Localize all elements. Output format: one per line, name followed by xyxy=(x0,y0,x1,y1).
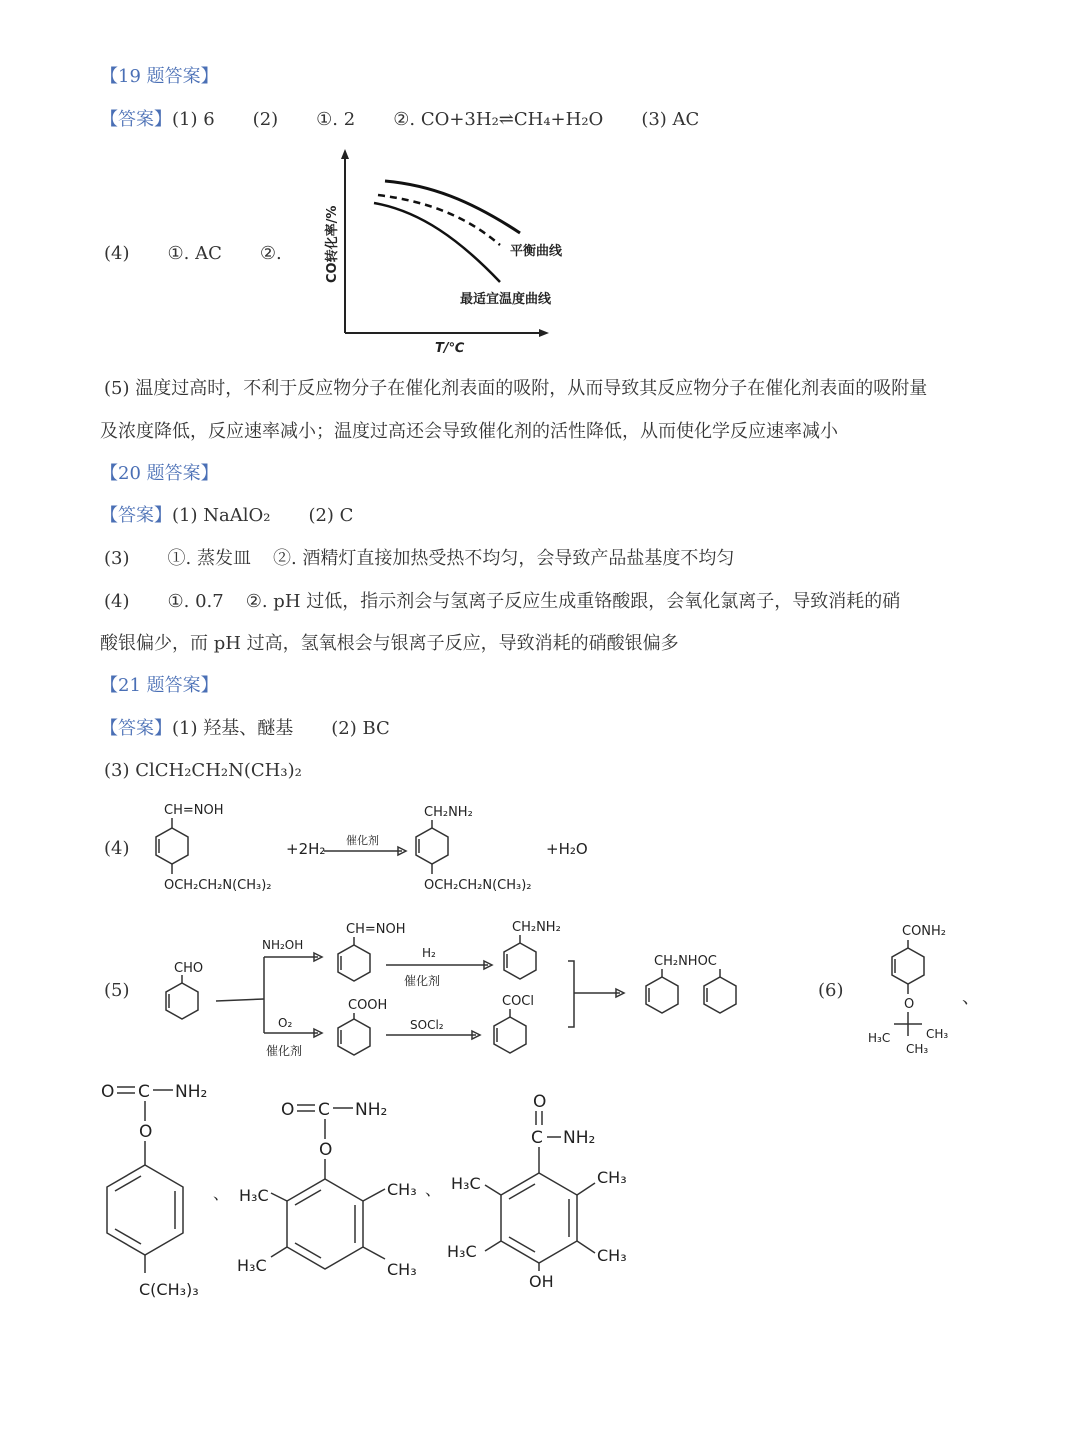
q20-part4-a: ①. 0.7 xyxy=(167,591,224,612)
q19-part4-a: ①. AC xyxy=(167,243,222,264)
benzene-ring xyxy=(501,1173,577,1263)
water-product: +H₂O xyxy=(546,840,588,858)
q19-heading: 【19 题答案】 xyxy=(100,66,219,87)
benzene-ring xyxy=(338,1019,370,1055)
methyl-top-left: H₃C xyxy=(451,1174,481,1193)
benzene-ring xyxy=(107,1165,183,1255)
q19-part1: (1) 6 xyxy=(172,109,215,130)
co-conversion-chart xyxy=(310,145,600,360)
separator: 、 xyxy=(213,1184,230,1203)
q19-part5-line2: 及浓度降低，反应速率减小；温度过高还会导致催化剂的活性降低，从而使化学反应速率减小 xyxy=(100,421,838,442)
amide-group: CONH₂ xyxy=(902,924,947,939)
carbonyl-oxygen: O xyxy=(533,1092,547,1112)
carbonyl-oxygen: O xyxy=(101,1082,115,1102)
q20-heading: 【20 题答案】 xyxy=(100,463,219,484)
y-axis-arrow xyxy=(341,149,349,159)
carbonyl-carbon: C xyxy=(318,1100,330,1120)
q20-part4-line xyxy=(104,589,900,615)
catalyst-label: 催化剂 xyxy=(346,834,379,847)
oxygen-reagent: O₂ xyxy=(278,1016,293,1030)
thionyl-chloride-reagent: SOCl₂ xyxy=(410,1018,444,1032)
ester-oxygen: O xyxy=(139,1122,153,1142)
x-axis-arrow xyxy=(539,329,549,337)
q19-part4: (4) xyxy=(104,243,130,264)
optimal-curve-label: 最适宜温度曲线 xyxy=(460,292,552,307)
product-bottom-group: OCH₂CH₂N(CH₃)₂ xyxy=(424,878,532,893)
q19-part4-line xyxy=(104,241,282,267)
benzene-ring xyxy=(892,948,924,984)
q19-part4-b: ②. xyxy=(259,243,282,264)
benzene-ring xyxy=(416,828,448,864)
q21-part6-more-structures xyxy=(95,1075,995,1305)
q21-part4-label: (4) xyxy=(104,838,130,859)
hydroxyl-group: OH xyxy=(529,1272,554,1291)
reactant-top-group: CH=NOH xyxy=(164,803,224,818)
q19-part2-b-label: ②. xyxy=(393,109,416,130)
methyl-right: CH₃ xyxy=(926,1027,949,1041)
benzene-ring xyxy=(504,943,536,979)
catalyst-label: 催化剂 xyxy=(404,974,441,988)
q21-part4-reaction xyxy=(140,800,620,895)
q21-part3: (3) ClCH₂CH₂N(CH₃)₂ xyxy=(104,760,302,781)
carbonyl-carbon: C xyxy=(138,1082,150,1102)
q19-answer-line1 xyxy=(100,107,699,133)
ether-oxygen: O xyxy=(904,997,915,1012)
benzene-ring xyxy=(166,983,198,1019)
acyl-chloride-group: COCl xyxy=(502,994,534,1009)
methyl-bottom: CH₃ xyxy=(906,1042,929,1056)
q21-part5-label: (5) xyxy=(104,980,130,1001)
q19-equation: CO+3H₂⇌CH₄+H₂O xyxy=(420,109,604,130)
product-top-group: CH₂NH₂ xyxy=(424,805,473,820)
max-rate-curve xyxy=(385,181,520,233)
catalyst-label: 催化剂 xyxy=(266,1044,303,1058)
equilibrium-curve xyxy=(378,195,500,245)
q19-part2-a: ①. 2 xyxy=(316,109,356,130)
methyl-bottom-left: H₃C xyxy=(237,1256,267,1275)
y-axis-label: CO转化率/% xyxy=(325,205,340,283)
amine-nh2: NH₂ xyxy=(563,1128,596,1148)
q20-part3-a: ①. 蒸发皿 xyxy=(167,548,251,569)
q21-answer-line1 xyxy=(100,716,390,742)
q21-part5-route xyxy=(150,915,790,1065)
amine-nh2: NH₂ xyxy=(175,1082,208,1102)
q21-part6-label: (6) xyxy=(818,980,844,1001)
hydrogen-reagent: H₂ xyxy=(422,946,436,960)
methyl-bottom-left: H₃C xyxy=(447,1242,477,1261)
amine-group: CH₂NH₂ xyxy=(512,920,561,935)
q21-part2: (2) BC xyxy=(331,718,390,739)
ester-oxygen: O xyxy=(319,1140,333,1160)
benzene-ring xyxy=(287,1179,363,1269)
optimal-temp-curve xyxy=(374,203,500,282)
methyl-top-right: CH₃ xyxy=(387,1180,417,1199)
q21-part1: (1) 羟基、醚基 xyxy=(172,718,294,739)
q20-part4-line2: 酸银偏少，而 pH 过高，氢氧根会与银离子反应，导致消耗的硝酸银偏多 xyxy=(100,633,679,654)
x-axis-label: T/℃ xyxy=(435,341,465,356)
q20-answer-line1 xyxy=(100,503,353,529)
q20-part4: (4) xyxy=(104,591,130,612)
equilibrium-curve-label: 平衡曲线 xyxy=(510,244,563,259)
carbonyl-carbon: C xyxy=(531,1128,543,1148)
amide-linker: CH₂NHOC xyxy=(654,954,717,969)
answer-prefix: 【答案】 xyxy=(100,505,172,526)
hydroxylamine-reagent: NH₂OH xyxy=(262,938,304,952)
benzene-ring xyxy=(338,945,370,981)
benzene-ring xyxy=(704,977,736,1013)
benzene-ring xyxy=(646,977,678,1013)
q19-part2: (2) xyxy=(252,109,279,130)
q19-part5-line1: (5) 温度过高时，不利于反应物分子在催化剂表面的吸附，从而导致其反应物分子在催化剂表面的吸附量 xyxy=(104,378,928,399)
tert-butyl-group: C(CH₃)₃ xyxy=(139,1280,199,1299)
methyl-top-left: H₃C xyxy=(239,1186,269,1205)
amine-nh2: NH₂ xyxy=(355,1100,388,1120)
methyl-bottom-right: CH₃ xyxy=(597,1246,627,1265)
separator: 、 xyxy=(962,987,980,1008)
methyl-top-right: CH₃ xyxy=(597,1168,627,1187)
answer-prefix: 【答案】 xyxy=(100,109,172,130)
q20-part4-b: ②. pH 过低，指示剂会与氢离子反应生成重铬酸跟，会氧化氯离子，导致消耗的硝 xyxy=(245,591,901,612)
q20-part3-line xyxy=(104,546,734,572)
hydrogen-reagent: +2H₂ xyxy=(286,840,326,858)
q20-part2: (2) C xyxy=(308,505,354,526)
q20-part3-b: ②. 酒精灯直接加热受热不均匀，会导致产品盐基度不均匀 xyxy=(272,548,735,569)
q19-part3: (3) AC xyxy=(641,109,700,130)
answer-prefix: 【答案】 xyxy=(100,718,172,739)
benzene-ring xyxy=(494,1017,526,1053)
methyl-left: H₃C xyxy=(868,1031,891,1045)
q21-heading: 【21 题答案】 xyxy=(100,675,219,696)
q20-part3: (3) xyxy=(104,548,130,569)
carboxyl-group: COOH xyxy=(348,998,388,1013)
oxime-group: CH=NOH xyxy=(346,922,406,937)
reactant-bottom-group: OCH₂CH₂N(CH₃)₂ xyxy=(164,878,272,893)
separator: 、 xyxy=(425,1180,442,1199)
benzaldehyde-group: CHO xyxy=(174,961,204,976)
benzene-ring xyxy=(156,828,188,864)
q20-part1: (1) NaAlO₂ xyxy=(172,505,271,526)
methyl-bottom-right: CH₃ xyxy=(387,1260,417,1279)
carbonyl-oxygen: O xyxy=(281,1100,295,1120)
